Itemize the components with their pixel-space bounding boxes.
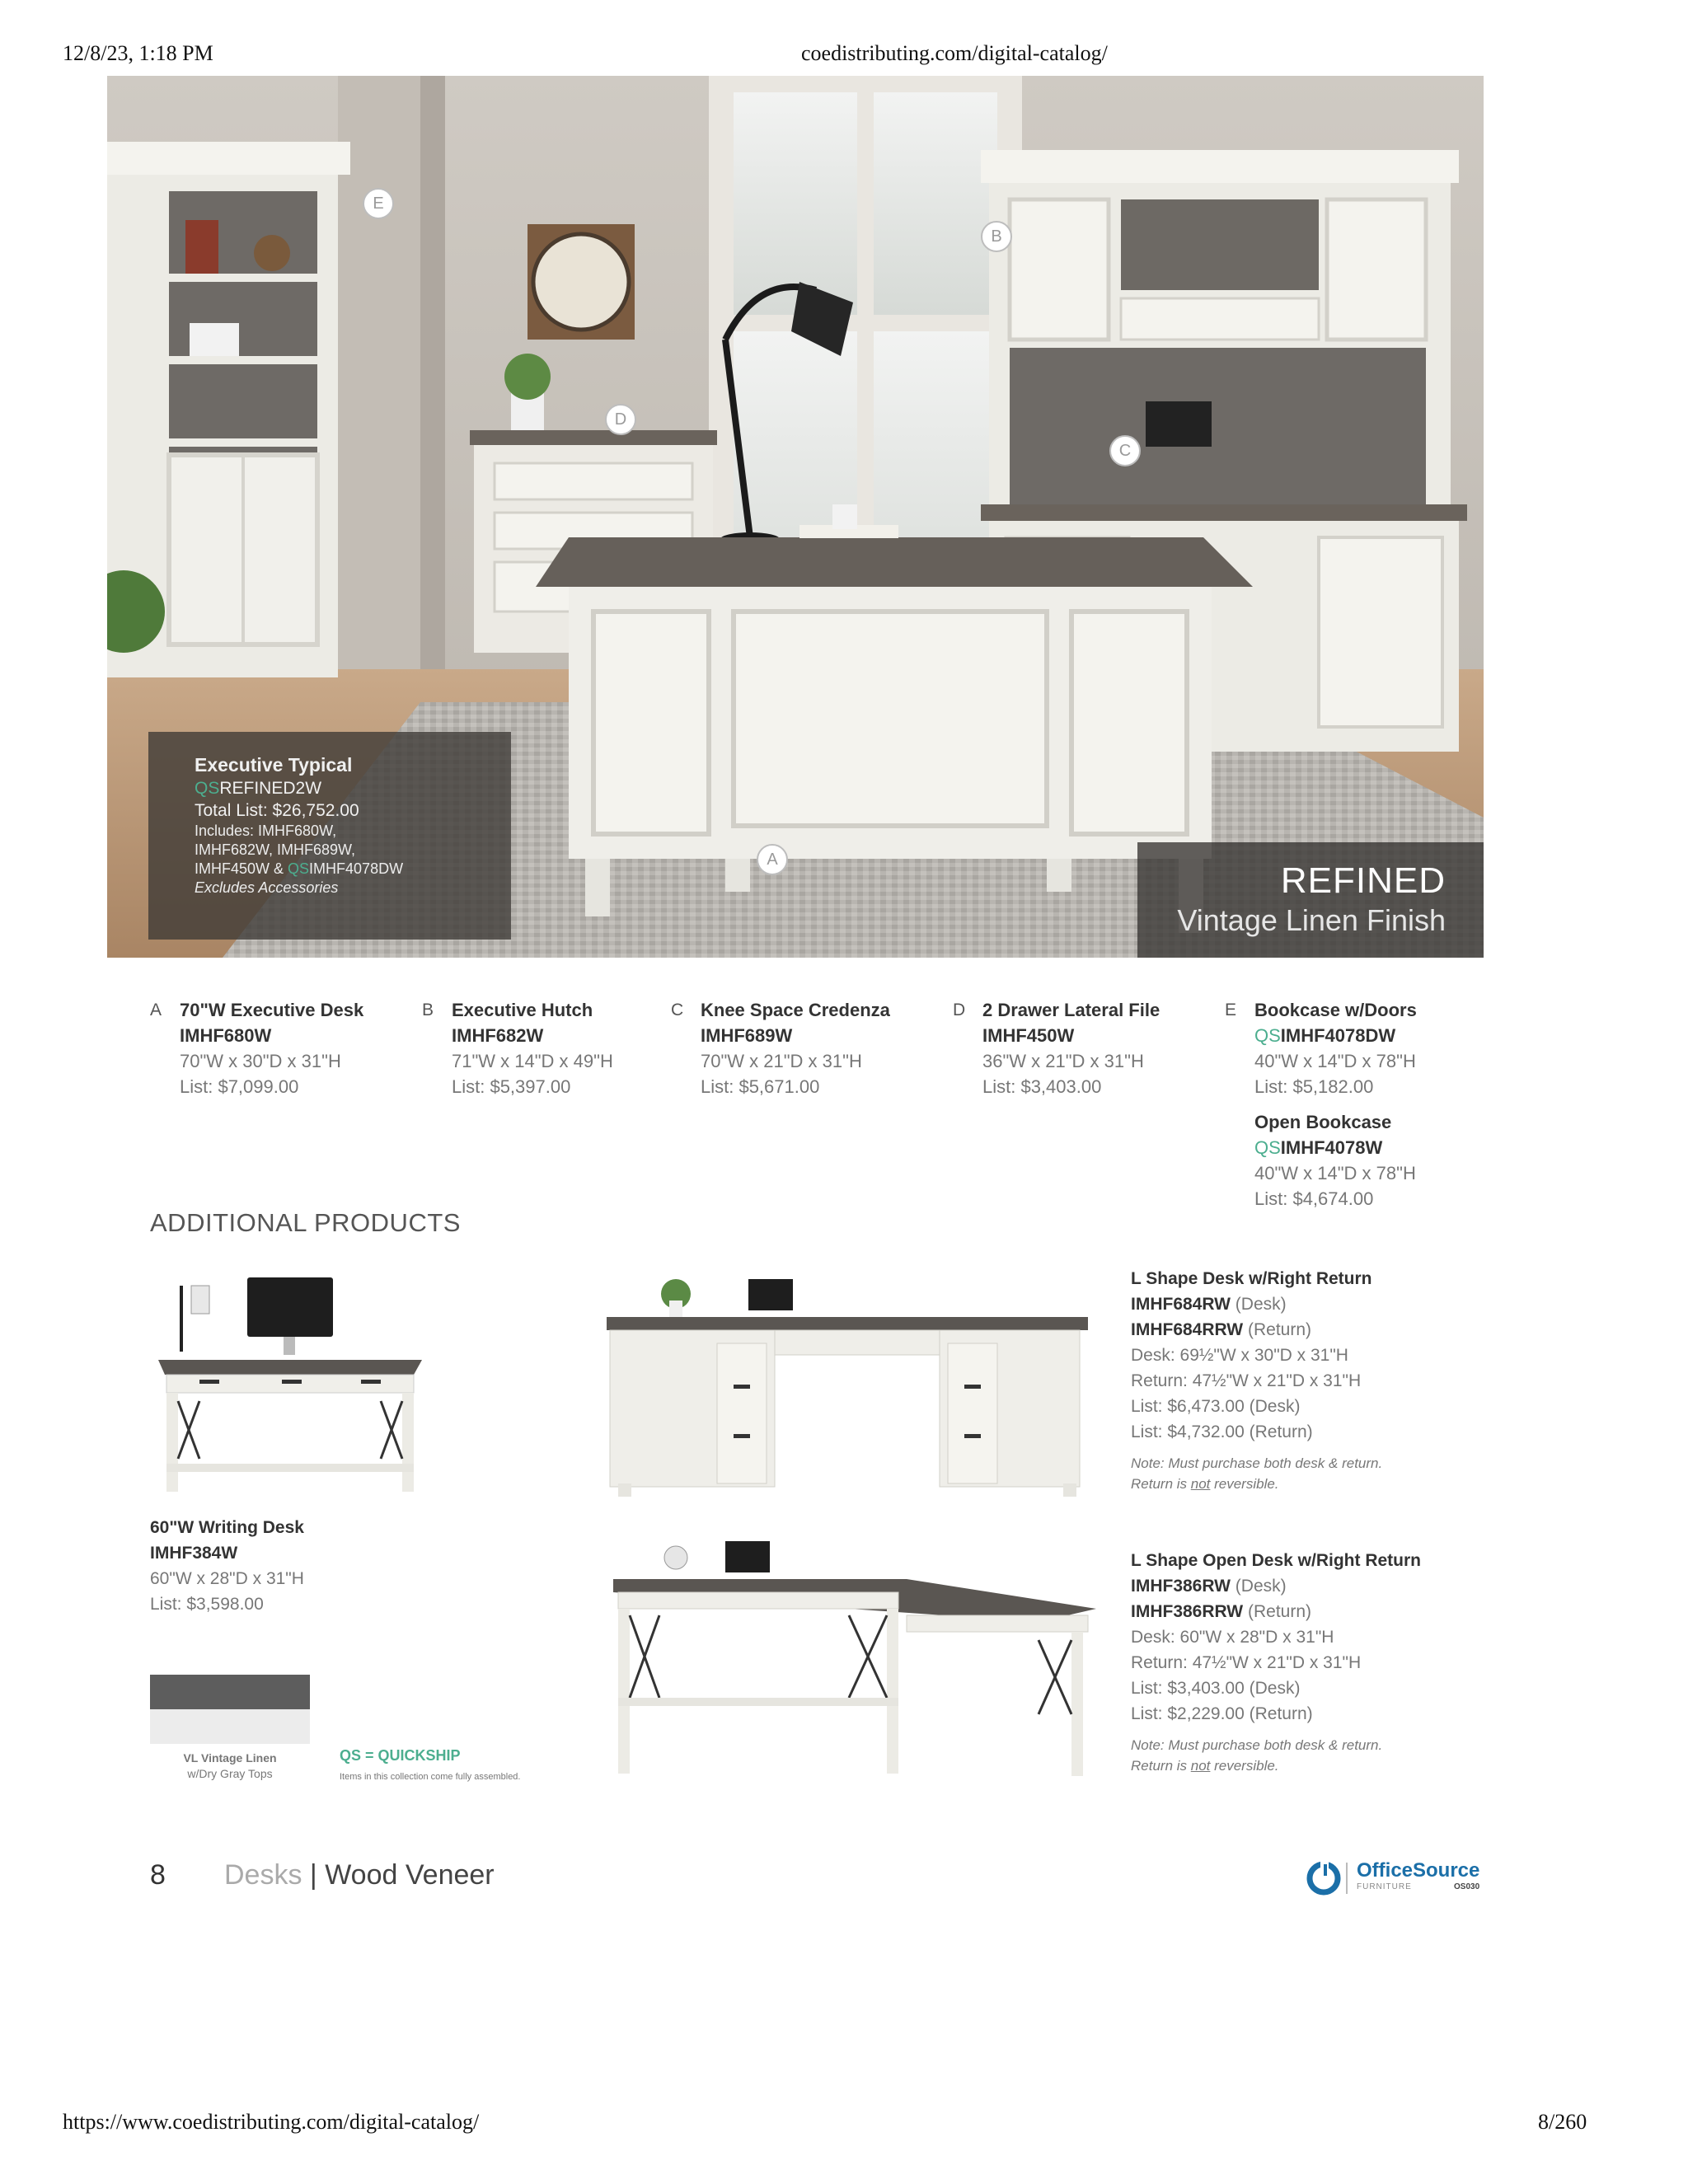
swatch-caption-1: VL Vintage Linen [183,1751,277,1765]
finish-swatch [150,1675,310,1744]
logo-sub: FURNITURE [1357,1882,1412,1891]
l-open-desk-sku2: IMHF386RRW [1131,1602,1244,1621]
product-d [953,997,1225,1099]
executive-qs: QS [195,779,220,798]
l-desk-illustration [602,1261,1096,1500]
product-list: List: $3,403.00 [982,1076,1102,1097]
l-desk-sku2: IMHF684RRW [1131,1320,1244,1339]
product-name: 2 Drawer Lateral File [982,1000,1160,1020]
product-qs: QS [1254,1025,1281,1046]
product-letter: E [1225,1001,1237,1019]
product-sku: IMHF450W [982,1025,1075,1046]
writing-desk-name: 60"W Writing Desk [150,1518,304,1537]
l-desk-note-2b: not [1190,1476,1211,1492]
product-sku: IMHF682W [452,1025,544,1046]
logo-name: OfficeSource [1357,1859,1480,1882]
section-name: Desks [224,1859,302,1891]
open-bookcase-sku: IMHF4078W [1280,1137,1383,1158]
l-desk-list-return: List: $4,732.00 (Return) [1131,1422,1313,1441]
product-sku: IMHF4078DW [1280,1025,1396,1046]
l-desk-sku2-label: (Return) [1243,1320,1311,1339]
l-open-desk-info [1131,1548,1493,1776]
collection-box [1137,842,1484,958]
l-open-desk-sku1: IMHF386RW [1131,1577,1231,1596]
l-desk-info [1131,1266,1493,1494]
swatch-top [150,1675,310,1709]
writing-desk-illustration [150,1269,430,1500]
l-open-desk-desk-dims: Desk: 60"W x 28"D x 31"H [1131,1628,1334,1647]
l-open-desk-list-desk: List: $3,403.00 (Desk) [1131,1679,1301,1698]
swatch-caption [150,1750,310,1782]
l-open-desk-note-2c: reversible. [1210,1758,1279,1774]
executive-title: Executive Typical [195,754,353,776]
quickship-legend: QS = QUICKSHIP [340,1747,461,1764]
executive-includes-3qs: QS [288,860,310,877]
open-bookcase-dims: 40"W x 14"D x 78"H [1254,1163,1416,1183]
l-desk-sku1-label: (Desk) [1230,1295,1287,1314]
open-bookcase-name: Open Bookcase [1254,1112,1392,1132]
product-dims: 40"W x 14"D x 78"H [1254,1051,1416,1071]
product-sku: IMHF680W [180,1025,272,1046]
callout-e: E [363,188,394,219]
l-open-desk-illustration [610,1533,1104,1780]
product-letter: A [150,1001,162,1019]
print-url: coedistributing.com/digital-catalog/ [801,41,1108,65]
executive-includes-3b: IMHF4078DW [309,860,404,877]
open-bookcase-qs: QS [1254,1137,1281,1158]
product-letter: C [671,1001,684,1019]
product-name: 70"W Executive Desk [180,1000,364,1020]
open-bookcase-list: List: $4,674.00 [1254,1188,1374,1209]
executive-includes-1: Includes: IMHF680W, [195,823,337,839]
writing-desk-sku: IMHF384W [150,1544,238,1563]
product-dims: 70"W x 21"D x 31"H [701,1051,862,1071]
l-desk-note-1: Note: Must purchase both desk & return. [1131,1455,1383,1471]
executive-total: Total List: $26,752.00 [195,801,359,820]
callout-b: B [981,221,1012,252]
logo-code: OS030 [1454,1882,1480,1891]
collection-finish: Vintage Linen Finish [1177,903,1446,937]
print-footer-url: https://www.coedistributing.com/digital-catalog/ [63,2110,480,2134]
product-dims: 71"W x 14"D x 49"H [452,1051,613,1071]
l-open-desk-sku1-label: (Desk) [1230,1577,1287,1596]
collection-name: REFINED [1280,860,1446,901]
swatch-caption-2: w/Dry Gray Tops [187,1767,273,1780]
officesource-logo [1306,1858,1487,1899]
print-datetime: 12/8/23, 1:18 PM [63,41,213,65]
l-open-desk-note-1: Note: Must purchase both desk & return. [1131,1737,1383,1753]
executive-typical-box [148,732,511,940]
writing-desk-info [150,1515,414,1617]
l-desk-list-desk: List: $6,473.00 (Desk) [1131,1397,1301,1416]
section-separator: | [302,1859,326,1891]
l-open-desk-image [610,1533,1104,1780]
product-b [422,997,669,1099]
l-desk-note-2a: Return is [1131,1476,1191,1492]
callout-c: C [1109,435,1141,466]
l-open-desk-sku2-label: (Return) [1243,1602,1311,1621]
product-sku: IMHF689W [701,1025,793,1046]
product-letter: D [953,1001,966,1019]
callout-a: A [757,844,788,875]
l-desk-name: L Shape Desk w/Right Return [1131,1269,1372,1288]
product-letter: B [422,1001,434,1019]
product-e [1225,997,1489,1212]
callout-d: D [605,404,636,435]
print-footer-page: 8/260 [1538,2110,1587,2134]
product-list: List: $5,182.00 [1254,1076,1374,1097]
l-open-desk-list-return: List: $2,229.00 (Return) [1131,1704,1313,1723]
l-open-desk-return-dims: Return: 47½"W x 21"D x 31"H [1131,1653,1362,1672]
additional-products-heading: ADDITIONAL PRODUCTS [150,1208,461,1237]
product-list: List: $5,397.00 [452,1076,571,1097]
section-title [224,1859,495,1891]
product-dims: 70"W x 30"D x 31"H [180,1051,341,1071]
product-dims: 36"W x 21"D x 31"H [982,1051,1144,1071]
l-desk-note-2c: reversible. [1210,1476,1279,1492]
page-number: 8 [150,1859,166,1891]
product-name: Knee Space Credenza [701,1000,890,1020]
l-open-desk-name: L Shape Open Desk w/Right Return [1131,1551,1421,1570]
quickship-note: Items in this collection come fully assembled. [340,1772,521,1782]
writing-desk-list: List: $3,598.00 [150,1595,264,1614]
executive-sku: REFINED2W [219,779,322,798]
l-desk-sku1: IMHF684RW [1131,1295,1231,1314]
l-desk-desk-dims: Desk: 69½"W x 30"D x 31"H [1131,1346,1348,1365]
l-open-desk-note-2b: not [1190,1758,1211,1774]
writing-desk-dims: 60"W x 28"D x 31"H [150,1569,304,1588]
swatch-bottom [150,1709,310,1744]
subsection-name: Wood Veneer [325,1859,495,1891]
l-open-desk-note-2a: Return is [1131,1758,1191,1774]
product-name: Executive Hutch [452,1000,593,1020]
executive-includes-3a: IMHF450W & [195,860,288,877]
l-desk-return-dims: Return: 47½"W x 21"D x 31"H [1131,1371,1362,1390]
executive-excludes: Excludes Accessories [195,879,339,896]
product-name: Bookcase w/Doors [1254,1000,1417,1020]
product-c [671,997,943,1099]
l-desk-image [602,1261,1096,1500]
product-list: List: $5,671.00 [701,1076,820,1097]
product-list: List: $7,099.00 [180,1076,299,1097]
writing-desk-image [150,1269,430,1500]
product-a [150,997,414,1099]
executive-includes-2: IMHF682W, IMHF689W, [195,841,356,858]
